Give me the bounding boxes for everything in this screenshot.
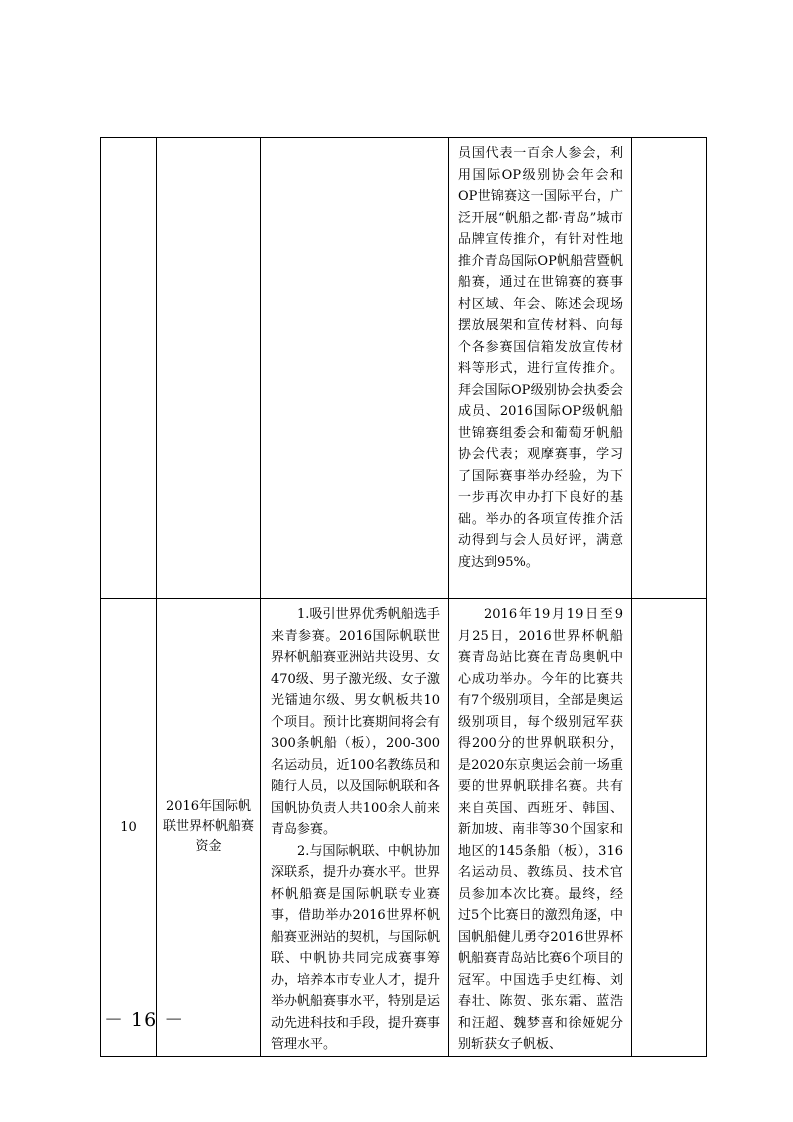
goal-paragraph-2: 2.与国际帆联、中帆协加深联系，提升办赛水平。世界杯帆船赛是国际帆联专业赛事，借助举办2016世界杯帆船赛亚洲站的契机，与国际帆联、中帆协共同完成赛事筹办，培养本市专业人才，提升举办帆船赛事水平，特别是运动先进科技和手段，提升赛事管理水平。	[271, 843, 441, 1052]
cell-remarks-empty	[632, 599, 707, 1057]
table-row-10	[101, 599, 707, 1057]
cell-goal	[261, 599, 449, 1057]
row-number: 10	[120, 819, 137, 835]
cell-number	[101, 599, 157, 1057]
table-row-continued	[101, 138, 707, 599]
cell-remarks-empty	[632, 138, 707, 599]
cell-project-empty	[157, 138, 261, 599]
cell-number-empty	[101, 138, 157, 599]
result-text: 员国代表一百余人参会，利用国际OP级别协会年会和OP世锦赛这一国际平台，广泛开展“帆船之都·青岛”城市品牌宣传推介，有针对性地推介青岛国际OP帆船营暨帆船赛，通过在世锦赛的赛事村区域、年会、陈述会现场摆放展架和宣传材料、向每个各参赛国信箱发放宣传材料等形式，进行宣传推介。拜会国际OP级别协会执委会成员、2016国际OP级帆船世锦赛组委会和葡萄牙帆船协会代表；观摩赛事，学习了国际赛事举办经验，为下一步再次申办打下良好的基础。举办的各项宣传推介活动得到与会人员好评，满意度达到95%。	[458, 146, 623, 570]
result-paragraph: 2016年19月19日至9月25日，2016世界杯帆船赛青岛站比赛在青岛奥帆中心成功举办。今年的比赛共有7个级别项目，全部是奥运级别项目，每个级别冠军获得200分的世界帆联积分，是2020东京奥运会前一场重要的世界帆联排名赛。共有来自英国、西班牙、韩国、新加坡、南非等30个国家和地区的145条船（板），316名运动员、教练员、技术官员参加本次比赛。最终，经过5个比赛日的激烈角逐，中国帆船健儿勇夺2016世界杯帆船赛青岛站比赛6个项目的冠军。中国选手史红梅、刘春壮、陈贺、张东霜、蓝浩和汪超、魏梦喜和徐娅妮分别斩获女子帆板、	[458, 607, 623, 1052]
project-name: 2016年国际帆联世界杯帆船赛资金	[163, 799, 255, 855]
document-table	[100, 137, 707, 1057]
cell-result	[449, 138, 632, 599]
cell-project	[157, 599, 261, 1057]
page-number: － 16 －	[104, 1009, 185, 1031]
goal-paragraph-1: 1.吸引世界优秀帆船选手来青参赛。2016国际帆联世界杯帆船赛亚洲站共设男、女470级、男子激光级、女子激光镭迪尔级、男女帆板共10个项目。预计比赛期间将会有300条帆船（板），200-300名运动员，近100名教练员和随行人员，以及国际帆联和各国帆协负责人共100余人前来青岛参赛。	[271, 607, 441, 837]
cell-result	[449, 599, 632, 1057]
cell-goal-empty	[261, 138, 449, 599]
